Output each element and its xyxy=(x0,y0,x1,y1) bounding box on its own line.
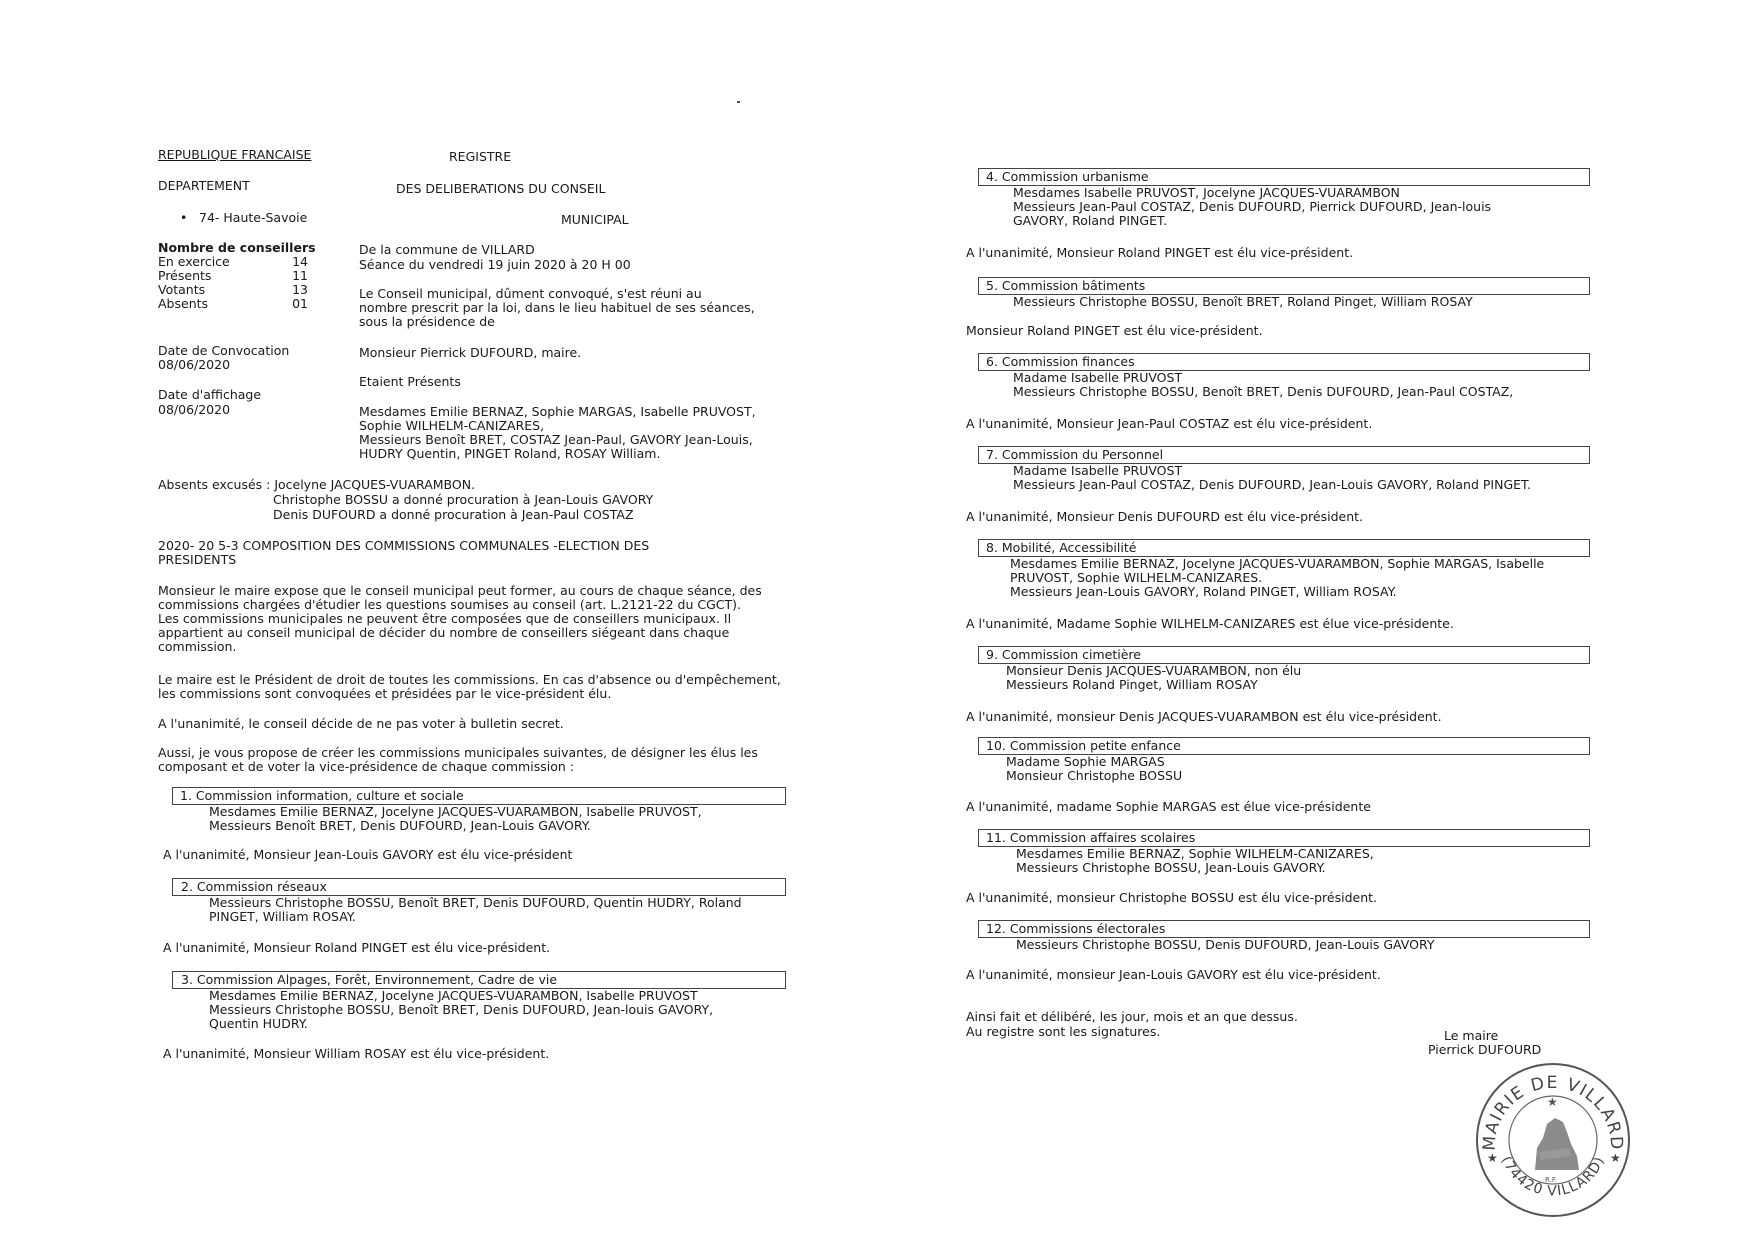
member-line: PRUVOST, Sophie WILHELM-CANIZARES. xyxy=(1010,570,1263,585)
para-3: A l'unanimité, le conseil décide de ne pas voter à bulletin secret. xyxy=(158,716,564,731)
text-line: commission. xyxy=(158,639,237,654)
text-line: appartient au conseil municipal de décider du nombre de conseillers siégeant dans chaque xyxy=(158,625,730,640)
republique-label: REPUBLIQUE FRANCAISE xyxy=(158,147,312,162)
text-line: sous la présidence de xyxy=(359,314,495,329)
member-line: Messieurs Jean-Louis GAVORY, Roland PINGET, William ROSAY. xyxy=(1010,584,1397,599)
text-line: les commissions sont convoquées et présidées par le vice-président élu. xyxy=(158,686,612,701)
text-line: Le Conseil municipal, dûment convoqué, s'est réuni au xyxy=(359,286,702,301)
affichage-date: 08/06/2020 xyxy=(158,402,231,417)
commission-title: 9. Commission cimetière xyxy=(986,647,1141,662)
member-line: PINGET, William ROSAY. xyxy=(209,909,356,924)
commission-members xyxy=(1013,371,1513,399)
commission-members xyxy=(1013,186,1491,228)
svg-text:(74420 VILLARD): (74420 VILLARD) xyxy=(1497,1154,1609,1200)
stat-label: Présents xyxy=(158,268,212,283)
commission-title: 8. Mobilité, Accessibilité xyxy=(986,540,1137,555)
stat-label: Absents xyxy=(158,296,209,311)
commission-title: 7. Commission du Personnel xyxy=(986,447,1164,462)
text-line: 2020- 20 5-3 COMPOSITION DES COMMISSIONS COMMUNALES -ELECTION DES xyxy=(158,538,650,553)
commission-members xyxy=(1013,295,1473,309)
absents-line-2: Christophe BOSSU a donné procuration à Jean-Louis GAVORY xyxy=(273,492,654,507)
commission-members xyxy=(1016,938,1435,952)
member-line: Messieurs Christophe BOSSU, Benoît BRET, Denis DUFOURD, Quentin HUDRY, Roland xyxy=(209,895,742,910)
bullet: • xyxy=(180,210,188,225)
stat-value: 11 xyxy=(292,268,308,283)
commission-title: 5. Commission bâtiments xyxy=(986,278,1146,293)
municipal-label: MUNICIPAL xyxy=(561,212,629,227)
member-line: Messieurs Benoît BRET, Denis DUFOURD, Jean-Louis GAVORY. xyxy=(209,818,591,833)
svg-text:R.F.: R.F. xyxy=(1545,1176,1557,1184)
mairie-stamp-seal xyxy=(1473,1060,1633,1220)
commune-line: De la commune de VILLARD xyxy=(359,242,535,257)
text-line: Messieurs Benoît BRET, COSTAZ Jean-Paul, GAVORY Jean-Louis, xyxy=(359,432,753,447)
stat-label: En exercice xyxy=(158,254,230,269)
conseillers-title: Nombre de conseillers xyxy=(158,240,316,255)
member-line: Messieurs Jean-Paul COSTAZ, Denis DUFOURD, Jean-Louis GAVORY, Roland PINGET. xyxy=(1013,477,1532,492)
closing-line-2: Au registre sont les signatures. xyxy=(966,1024,1161,1039)
commission-result: A l'unanimité, Monsieur William ROSAY est élu vice-président. xyxy=(163,1046,550,1061)
commission-title: 6. Commission finances xyxy=(986,354,1135,369)
member-line: Madame Isabelle PRUVOST xyxy=(1013,370,1183,385)
member-line: Mesdames Emilie BERNAZ, Jocelyne JACQUES-VUARAMBON, Isabelle PRUVOST, xyxy=(209,804,702,819)
commission-result: A l'unanimité, Monsieur Roland PINGET est élu vice-président. xyxy=(966,245,1354,260)
commission-members xyxy=(1013,464,1531,492)
closing-line-1: Ainsi fait et délibéré, les jour, mois et an que dessus. xyxy=(966,1009,1298,1024)
absents-line-1: Absents excusés : Jocelyne JACQUES-VUARAMBON. xyxy=(158,477,476,492)
commission-result: A l'unanimité, monsieur Denis JACQUES-VUARAMBON est élu vice-président. xyxy=(966,709,1442,724)
commission-result: A l'unanimité, Madame Sophie WILHELM-CANIZARES est élue vice-présidente. xyxy=(966,616,1454,631)
text-line: nombre prescrit par la loi, dans le lieu habituel de ses séances, xyxy=(359,300,755,315)
svg-text:★: ★ xyxy=(1547,1095,1558,1109)
text-line: Le maire est le Président de droit de toutes les commissions. En cas d'absence ou d'empêchement, xyxy=(158,672,781,687)
member-line: Mesdames Isabelle PRUVOST, Jocelyne JACQUES-VUARAMBON xyxy=(1013,185,1400,200)
text-line: Monsieur le maire expose que le conseil municipal peut former, au cours de chaque séance, des xyxy=(158,583,762,598)
department-name: 74- Haute-Savoie xyxy=(199,210,308,225)
convocation-date-label: Date de Convocation xyxy=(158,343,290,358)
stat-value: 01 xyxy=(292,296,308,311)
convocation-date: 08/06/2020 xyxy=(158,357,231,372)
member-line: Madame Isabelle PRUVOST xyxy=(1013,463,1183,478)
affichage-date-label: Date d'affichage xyxy=(158,387,262,402)
member-line: Messieurs Christophe BOSSU, Denis DUFOURD, Jean-Louis GAVORY xyxy=(1016,937,1435,952)
member-line: Mesdames Emilie BERNAZ, Sophie WILHELM-CANIZARES, xyxy=(1016,846,1374,861)
member-line: Quentin HUDRY. xyxy=(209,1016,308,1031)
stat-value: 14 xyxy=(292,254,308,269)
svg-text:★: ★ xyxy=(1487,1151,1498,1165)
svg-text:MAIRIE DE VILLARD: MAIRIE DE VILLARD xyxy=(1479,1072,1627,1152)
member-line: Messieurs Christophe BOSSU, Benoît BRET, Denis DUFOURD, Jean-louis GAVORY, xyxy=(209,1002,714,1017)
commission-result: A l'unanimité, madame Sophie MARGAS est élue vice-présidente xyxy=(966,799,1371,814)
text-line: PRESIDENTS xyxy=(158,552,237,567)
maire-title: Le maire xyxy=(1444,1028,1499,1043)
commission-result: A l'unanimité, Monsieur Jean-Louis GAVORY est élu vice-président xyxy=(163,847,573,862)
member-line: Messieurs Christophe BOSSU, Benoît BRET, Denis DUFOURD, Jean-Paul COSTAZ, xyxy=(1013,384,1514,399)
member-line: Messieurs Roland Pinget, William ROSAY xyxy=(1006,677,1258,692)
member-line: Messieurs Jean-Paul COSTAZ, Denis DUFOURD, Pierrick DUFOURD, Jean-louis xyxy=(1013,199,1492,214)
member-line: Mesdames Emilie BERNAZ, Jocelyne JACQUES-VUARAMBON, Isabelle PRUVOST xyxy=(209,988,698,1003)
commission-title: 2. Commission réseaux xyxy=(181,879,327,894)
member-line: Monsieur Denis JACQUES-VUARAMBON, non élu xyxy=(1006,663,1302,678)
departement-label: DEPARTEMENT xyxy=(158,178,250,193)
deliberations-label: DES DELIBERATIONS DU CONSEIL xyxy=(396,181,606,196)
text-line: HUDRY Quentin, PINGET Roland, ROSAY William. xyxy=(359,446,661,461)
member-line: Monsieur Christophe BOSSU xyxy=(1006,768,1183,783)
member-line: GAVORY, Roland PINGET. xyxy=(1013,213,1168,228)
commission-result: A l'unanimité, Monsieur Roland PINGET est élu vice-président. xyxy=(163,940,551,955)
commission-result: A l'unanimité, monsieur Christophe BOSSU est élu vice-président. xyxy=(966,890,1377,905)
text-line: Mesdames Emilie BERNAZ, Sophie MARGAS, Isabelle PRUVOST, xyxy=(359,404,756,419)
seance-date: Séance du vendredi 19 juin 2020 à 20 H 00 xyxy=(359,257,631,272)
commission-members xyxy=(1006,664,1301,692)
commission-result: A l'unanimité, Monsieur Jean-Paul COSTAZ est élu vice-président. xyxy=(966,416,1373,431)
commission-title: 12. Commissions électorales xyxy=(986,921,1166,936)
svg-text:★: ★ xyxy=(1610,1151,1621,1165)
member-line: Messieurs Christophe BOSSU, Jean-Louis GAVORY. xyxy=(1016,860,1326,875)
etaient-presents: Etaient Présents xyxy=(359,374,461,389)
member-line: Madame Sophie MARGAS xyxy=(1006,754,1165,769)
president-line: Monsieur Pierrick DUFOURD, maire. xyxy=(359,345,582,360)
text-line: composant et de voter la vice-présidence de chaque commission : xyxy=(158,759,574,774)
text-line: Sophie WILHELM-CANIZARES, xyxy=(359,418,545,433)
member-line: Mesdames Emilie BERNAZ, Jocelyne JACQUES-VUARAMBON, Sophie MARGAS, Isabelle xyxy=(1010,556,1545,571)
commission-result: A l'unanimité, Monsieur Denis DUFOURD est élu vice-président. xyxy=(966,509,1363,524)
stat-label: Votants xyxy=(158,282,206,297)
commission-title: 10. Commission petite enfance xyxy=(986,738,1181,753)
maire-name: Pierrick DUFOURD xyxy=(1428,1042,1542,1057)
commission-title: 11. Commission affaires scolaires xyxy=(986,830,1196,845)
commission-members xyxy=(1006,755,1182,783)
stat-value: 13 xyxy=(292,282,308,297)
commission-result: A l'unanimité, monsieur Jean-Louis GAVORY est élu vice-président. xyxy=(966,967,1381,982)
absents-line-3: Denis DUFOURD a donné procuration à Jean-Paul COSTAZ xyxy=(273,507,634,522)
registre-label: REGISTRE xyxy=(449,149,512,164)
commission-title: 4. Commission urbanisme xyxy=(986,169,1149,184)
text-line: Aussi, je vous propose de créer les commissions municipales suivantes, de désigner les élus les xyxy=(158,745,758,760)
commission-members xyxy=(1010,557,1544,599)
commission-title: 3. Commission Alpages, Forêt, Environnement, Cadre de vie xyxy=(181,972,558,987)
text-line: commissions chargées d'étudier les questions soumises au conseil (art. L.2121-22 du CGCT). xyxy=(158,597,741,612)
text-line: Les commissions municipales ne peuvent être composées que de conseillers municipaux. Il xyxy=(158,611,732,626)
member-line: Messieurs Christophe BOSSU, Benoît BRET, Roland Pinget, William ROSAY xyxy=(1013,294,1473,309)
commission-members xyxy=(1016,847,1374,875)
commission-result: Monsieur Roland PINGET est élu vice-président. xyxy=(966,323,1263,338)
commission-title: 1. Commission information, culture et sociale xyxy=(180,788,464,803)
